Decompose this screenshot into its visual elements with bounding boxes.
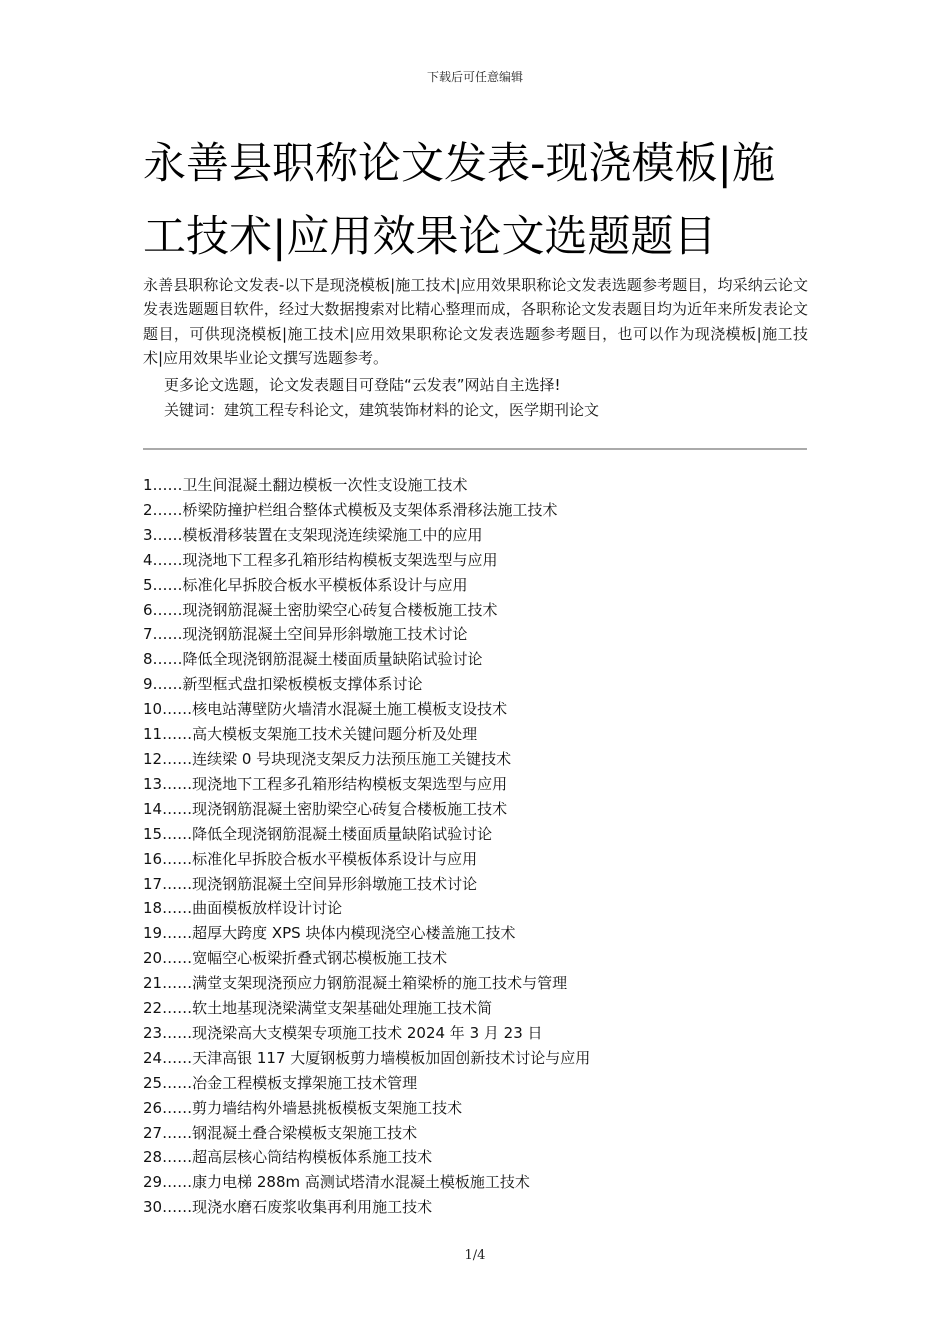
- list-item: 27……钢混凝土叠合梁模板支架施工技术: [143, 1123, 418, 1142]
- list-item: 17……现浇钢筋混凝土空间异形斜墩施工技术讨论: [143, 874, 478, 893]
- list-item: 16……标准化早拆胶合板水平模板体系设计与应用: [143, 849, 478, 868]
- list-item: 20……宽幅空心板梁折叠式钢芯模板施工技术: [143, 949, 448, 968]
- list-item: 12……连续梁 0 号块现浇支架反力法预压施工关键技术: [143, 749, 512, 768]
- list-item: 10……核电站薄壁防火墙清水混凝土施工模板支设技术: [143, 700, 508, 719]
- list-item: 19……超厚大跨度 XPS 块体内模现浇空心楼盖施工技术: [143, 924, 516, 943]
- list-item: 26……剪力墙结构外墙悬挑板模板支架施工技术: [143, 1098, 463, 1117]
- list-item: 11……高大模板支架施工技术关键问题分析及处理: [143, 725, 478, 744]
- list-item: 29……康力电梯 288m 高测试塔清水混凝土模板施工技术: [143, 1173, 530, 1192]
- list-item: 25……冶金工程模板支撑架施工技术管理: [143, 1073, 418, 1092]
- intro-paragraph: 永善县职称论文发表-以下是现浇模板|施工技术|应用效果职称论文发表选题参考题目，均采纳云论文发表选题题目软件，经过大数据搜索对比精心整理而成，各职称论文发表题目均为近年来所发表论文题目，可供现浇模板|施工技术|应用效果职称论文发表选题参考题目，也可以作为现浇模板|施工技术|应用效果毕业论文撰写选题参考。: [143, 276, 808, 368]
- list-item: 5……标准化早拆胶合板水平模板体系设计与应用: [143, 575, 468, 594]
- list-item: 14……现浇钢筋混凝土密肋梁空心砖复合楼板施工技术: [143, 799, 508, 818]
- list-item: 30……现浇水磨石废浆收集再利用施工技术: [143, 1198, 433, 1217]
- keywords-line: 关键词：建筑工程专科论文，建筑装饰材料的论文，医学期刊论文: [164, 401, 600, 419]
- page-number: 1/4: [464, 1248, 486, 1263]
- more-topics-note: 更多论文选题，论文发表题目可登陆“云发表”网站自主选择!: [164, 376, 561, 394]
- section-divider: [143, 448, 807, 450]
- list-item: 3……模板滑移装置在支架现浇连续梁施工中的应用: [143, 525, 483, 544]
- page-title: 永善县职称论文发表-现浇模板|施工技术|应用效果论文选题题目: [143, 139, 776, 262]
- list-item: 8……降低全现浇钢筋混凝土楼面质量缺陷试验讨论: [143, 650, 483, 669]
- list-item: 7……现浇钢筋混凝土空间异形斜墩施工技术讨论: [143, 625, 468, 644]
- list-item: 24……天津高银 117 大厦钢板剪力墙模板加固创新技术讨论与应用: [143, 1048, 591, 1067]
- list-item: 21……满堂支架现浇预应力钢筋混凝土箱梁桥的施工技术与管理: [143, 974, 568, 993]
- list-item: 6……现浇钢筋混凝土密肋梁空心砖复合楼板施工技术: [143, 600, 498, 619]
- list-item: 13……现浇地下工程多孔箱形结构模板支架选型与应用: [143, 774, 508, 793]
- list-item: 23……现浇梁高大支模架专项施工技术 2024 年 3 月 23 日: [143, 1023, 543, 1042]
- list-item: 18……曲面模板放样设计讨论: [143, 899, 343, 918]
- topic-list: [143, 473, 813, 1220]
- header-note: 下载后可任意编辑: [426, 70, 523, 84]
- list-item: 22……软土地基现浇梁满堂支架基础处理施工技术简: [143, 999, 493, 1018]
- list-item: 28……超高层核心筒结构模板体系施工技术: [143, 1148, 433, 1167]
- list-item: 2……桥梁防撞护栏组合整体式模板及支架体系滑移法施工技术: [143, 500, 558, 519]
- list-item: 9……新型框式盘扣梁板模板支撑体系讨论: [143, 675, 423, 694]
- list-item: 1……卫生间混凝土翻边模板一次性支设施工技术: [143, 476, 468, 494]
- list-item: 4……现浇地下工程多孔箱形结构模板支架选型与应用: [143, 550, 498, 569]
- list-item: 15……降低全现浇钢筋混凝土楼面质量缺陷试验讨论: [143, 824, 493, 843]
